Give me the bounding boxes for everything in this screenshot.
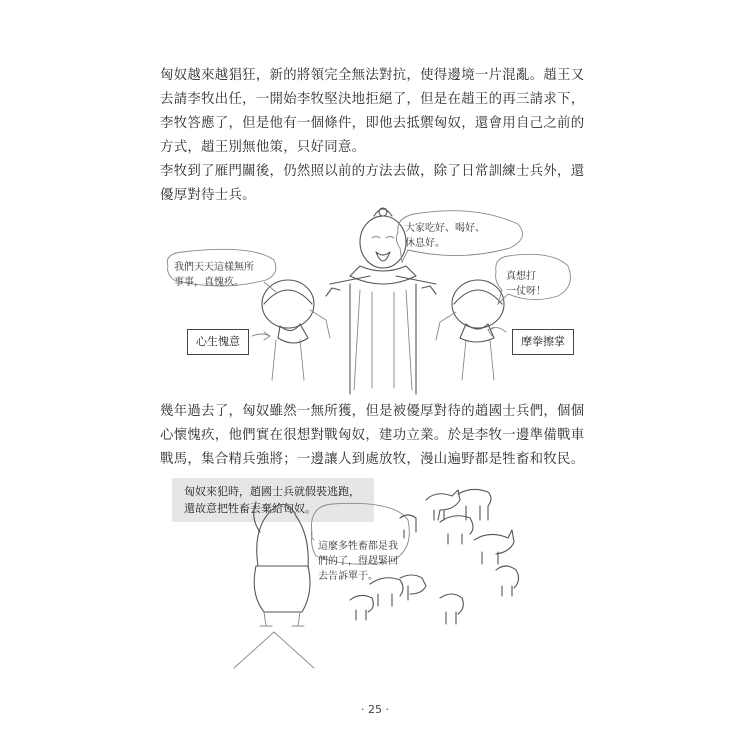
left-label-arrow <box>252 332 270 340</box>
paragraph-1 <box>160 64 595 208</box>
page-number: · 25 · <box>361 703 389 716</box>
caption-text: 匈奴來犯時，趙國士兵就假裝逃跑， 還故意把牲畜丟棄給匈奴。 <box>184 485 360 515</box>
illustration-general-and-soldiers <box>160 200 600 400</box>
paragraph-line: 匈奴越來越猖狂，新的將領完全無法對抗，使得邊境一片混亂。趙王又 <box>160 68 585 83</box>
paragraph-line: 方式，趙王別無他策，只好同意。 <box>160 140 366 155</box>
label-guilt: 心生愧意 <box>187 329 249 355</box>
general-speech-text: 大家吃好、喝好、 休息好。 <box>405 223 485 249</box>
right-soldier-figure <box>422 280 504 380</box>
paragraph-line: 去請李牧出任，一開始李牧堅決地拒絕了，但是在趙王的再三請求下， <box>160 92 585 107</box>
left-soldier-speech-text: 我們天天這樣無所 事事，真愧疚。 <box>174 262 254 288</box>
paragraph-line: 李牧答應了，但是他有一個條件，即他去抵禦匈奴，還會用自己之前的 <box>160 116 585 131</box>
paragraph-2 <box>160 400 595 472</box>
left-soldier-figure <box>262 280 340 380</box>
paragraph-line: 幾年過去了，匈奴雖然一無所獲，但是被優厚對待的趙國士兵們，個個 <box>160 404 585 419</box>
paragraph-line: 戰馬，集合精兵強將；一邊讓人到處放牧，漫山遍野都是牲畜和牧民。 <box>160 452 585 467</box>
right-label-arrow <box>488 327 506 336</box>
nomad-figure <box>234 502 314 668</box>
right-soldier-speech-text: 真想打 一仗呀！ <box>506 271 546 297</box>
label-eager: 摩拳擦掌 <box>512 329 574 355</box>
nomad-speech-text: 這麼多牲畜都是我 們的了，得趕緊回 去告訴單于。 <box>318 541 398 582</box>
paragraph-line: 李牧到了雁門關後，仍然照以前的方法去做，除了日常訓練士兵外，還 <box>160 164 585 179</box>
paragraph-line: 心懷愧疚，他們實在很想對戰匈奴，建功立業。於是李牧一邊準備戰車 <box>160 428 585 443</box>
paragraph-line: 優厚對待士兵。 <box>160 188 256 203</box>
